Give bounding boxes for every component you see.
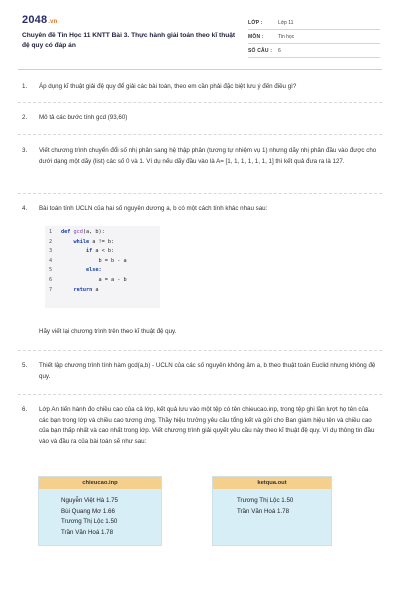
code-keyword: def bbox=[61, 229, 74, 235]
header-divider bbox=[18, 69, 382, 70]
header bbox=[22, 14, 380, 64]
question-text: Lớp An tiến hành đo chiều cao của cả lớp, kết quả lưu vào một tệp có tên chieucao.inp, trong tệp ghi lần lượt họ tên của các bạn trong lớp và chiều cao tương ứng. Thầy hiệu trưởng yêu cầu tổng kết và gửi cho Ban giám hiệu tên và chiều cao của bạn thấp nhất và cao nhất trong lớp. Viết chương trình giải quyết yêu cầu này theo kĩ thuật đệ quy. Ví dụ thông tin đầu vào và đầu ra của bài toán sẽ như sau: bbox=[39, 406, 375, 445]
line-number: 6 bbox=[49, 277, 53, 283]
logo-suffix: .vn bbox=[48, 19, 58, 25]
question-text: Hãy viết lại chương trình trên theo kĩ thuật đệ quy. bbox=[39, 328, 177, 335]
table-row: Trương Thị Lộc 1.50 bbox=[237, 497, 294, 504]
question-number: 6. bbox=[22, 406, 28, 413]
question-text: Viết chương trình chuyển đổi số nhị phân sang hệ thập phân (tương tự nhiệm vụ 1) nhưng dãy nhị phân đầu vào được cho dưới dạng một dãy (list) các số 0 và 1. Ví dụ nếu dãy đầu vào là A= [1, 1, 1, 1, 1, 1, 1] thì kết quả đưa ra là 127. bbox=[39, 147, 377, 165]
output-file-table bbox=[212, 476, 332, 546]
code-keyword: else: bbox=[61, 267, 102, 274]
document-title: Chuyên đề Tin Học 11 KNTT Bài 3. Thực hành giải toán theo kĩ thuật đệ quy có đáp án bbox=[22, 32, 236, 49]
question-divider bbox=[18, 134, 382, 135]
table-header: ketqua.out bbox=[213, 477, 331, 489]
question-text: Mô tả các bước tính gcd (93,60) bbox=[39, 114, 128, 121]
logo-text: 2048 bbox=[22, 14, 48, 26]
meta-row-class bbox=[248, 16, 380, 30]
code-text: (a, b): bbox=[82, 229, 105, 235]
code-text: a < b: bbox=[95, 248, 115, 255]
question-text: Thiết lập chương trình tính hàm gcd(a,b) - UCLN của các số nguyên không âm a, b theo thuật toán Euclid nhưng không đệ quy. bbox=[39, 362, 376, 380]
table-rows bbox=[237, 496, 293, 517]
question-divider bbox=[18, 102, 382, 103]
question-divider bbox=[18, 193, 382, 194]
meta-row-subject bbox=[248, 30, 380, 44]
table-row: Bùi Quang Mơ 1.66 bbox=[61, 507, 115, 515]
meta-value: 6 bbox=[278, 48, 281, 54]
input-file-table bbox=[38, 476, 162, 546]
line-number: 7 bbox=[49, 286, 53, 293]
question-text: Áp dụng kĩ thuật giải đệ quy để giải các bài toán, theo em cần phải đặc biệt lưu ý đến điều gì? bbox=[39, 83, 297, 90]
code-text: a = a - b bbox=[61, 277, 127, 283]
question-number: 3. bbox=[22, 147, 28, 154]
site-logo[interactable] bbox=[22, 14, 58, 26]
question-divider bbox=[18, 394, 382, 395]
meta-value: Tin học bbox=[278, 34, 295, 40]
line-number: 2 bbox=[49, 238, 53, 245]
question-number: 4. bbox=[22, 205, 28, 212]
table-rows bbox=[61, 496, 118, 538]
code-text: b = b - a bbox=[61, 257, 127, 264]
table-header: chieucao.inp bbox=[39, 477, 161, 489]
question-number: 2. bbox=[22, 114, 28, 121]
code-keyword: while bbox=[61, 238, 93, 245]
table-row: Nguyễn Việt Hà 1.75 bbox=[61, 497, 118, 504]
meta-key: SỐ CÂU : bbox=[248, 48, 273, 54]
code-text: a bbox=[95, 286, 99, 293]
question-number: 1. bbox=[22, 83, 28, 90]
table-row: Trần Văn Hoá 1.78 bbox=[237, 507, 290, 515]
meta-key: MÔN : bbox=[248, 34, 264, 40]
meta-row-count bbox=[248, 44, 380, 58]
code-keyword: if bbox=[61, 248, 96, 255]
question-text: Bài toán tính UCLN của hai số nguyên dương a, b có một cách tính khác nhau sau: bbox=[39, 205, 268, 212]
meta-value: Lớp 11 bbox=[278, 20, 294, 26]
code-text: a != b: bbox=[92, 238, 115, 245]
question-number: 5. bbox=[22, 362, 28, 369]
line-number: 5 bbox=[49, 267, 53, 274]
table-row: Trương Thị Lộc 1.50 bbox=[61, 518, 118, 526]
meta-info bbox=[248, 16, 380, 58]
question-divider bbox=[18, 350, 382, 351]
code-function: gcd bbox=[73, 229, 83, 235]
meta-key: LỚP : bbox=[248, 20, 263, 26]
table-row: Trần Văn Hoá 1.78 bbox=[61, 528, 114, 536]
code-block bbox=[45, 226, 160, 308]
line-number: 1 bbox=[49, 229, 53, 235]
code-keyword: return bbox=[61, 286, 96, 293]
line-number: 4 bbox=[49, 257, 53, 264]
line-number: 3 bbox=[49, 248, 53, 255]
